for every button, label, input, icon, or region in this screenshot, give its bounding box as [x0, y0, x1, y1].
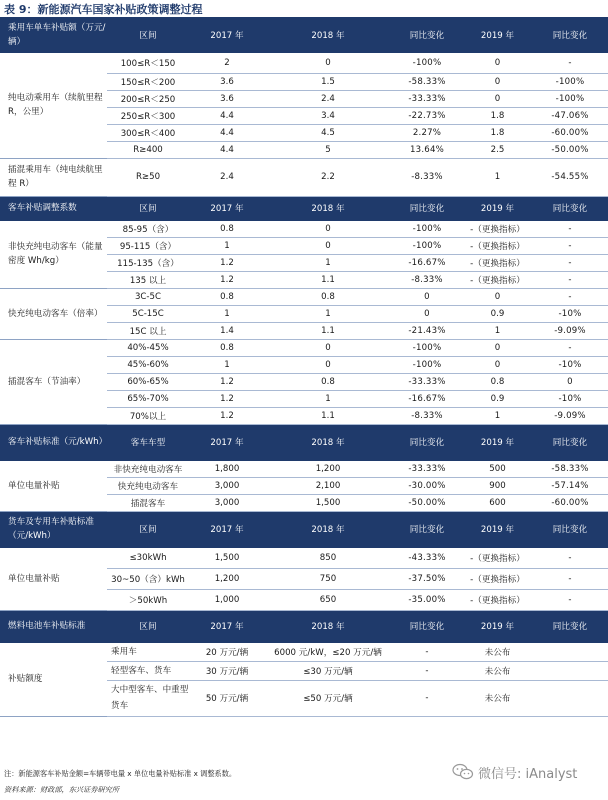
table-cell: 0.8	[265, 288, 391, 305]
table-cell: 轻型客车、货车	[107, 661, 189, 680]
row-group-label: 快充纯电动客车（倍率）	[0, 288, 107, 339]
table-cell: -8.33%	[391, 271, 463, 288]
column-header-col1: 区间	[107, 196, 189, 220]
table-cell: 2.4	[265, 90, 391, 107]
table-cell: 3.4	[265, 107, 391, 124]
row-group-label: 补贴额度	[0, 642, 107, 716]
table-cell: -22.73%	[391, 107, 463, 124]
table-cell: 2.27%	[391, 124, 463, 141]
table-cell: -	[532, 339, 608, 356]
table-cell: -100%	[532, 90, 608, 107]
row-group-label: 插混客车（节油率）	[0, 339, 107, 424]
table-cell: -58.33%	[391, 73, 463, 90]
table-cell: 0	[463, 73, 532, 90]
column-header-col1: 区间	[107, 511, 189, 547]
table-cell: 900	[463, 477, 532, 494]
column-header-chg1: 同比变化	[391, 424, 463, 460]
column-header-col1: 区间	[107, 610, 189, 642]
table-cell: 45%-60%	[107, 356, 189, 373]
table-cell: 0	[265, 52, 391, 73]
table-cell: 0.8	[265, 373, 391, 390]
column-header-y2019: 2019 年	[463, 424, 532, 460]
table-cell: 未公布	[463, 661, 532, 680]
row-group-label: 单位电量补贴	[0, 547, 107, 610]
table-cell	[532, 642, 608, 661]
table-cell: 6000 元/kW，≤20 万元/辆	[265, 642, 391, 661]
table-cell: -57.14%	[532, 477, 608, 494]
table-cell: 4.4	[189, 141, 265, 158]
table-cell: -100%	[391, 52, 463, 73]
column-header-chg1: 同比变化	[391, 18, 463, 52]
table-cell: -（更换指标）	[463, 547, 532, 568]
row-group-label: 插混乘用车（纯电续航里程 R）	[0, 158, 107, 196]
column-header-y2019: 2019 年	[463, 196, 532, 220]
section-header-label: 燃料电池车补贴标准	[0, 610, 107, 642]
table-cell: 1.8	[463, 124, 532, 141]
column-header-y2018: 2018 年	[265, 424, 391, 460]
table-cell: 5	[265, 141, 391, 158]
section-header-label: 乘用车单车补贴额（万元/辆）	[0, 18, 107, 52]
column-header-col1: 区间	[107, 18, 189, 52]
column-header-chg2: 同比变化	[532, 511, 608, 547]
table-cell: 3.6	[189, 90, 265, 107]
table-cell: R≥400	[107, 141, 189, 158]
column-header-y2017: 2017 年	[189, 511, 265, 547]
table-cell: 0	[463, 288, 532, 305]
table-cell: 850	[265, 547, 391, 568]
table-cell	[532, 680, 608, 716]
table-title: 表 9：新能源汽车国家补贴政策调整过程	[4, 3, 203, 16]
table-cell: 0	[532, 373, 608, 390]
table-cell: -100%	[532, 73, 608, 90]
table-cell: -100%	[391, 237, 463, 254]
table-cell: 3,000	[189, 477, 265, 494]
table-cell: 0	[463, 52, 532, 73]
table-row	[0, 52, 608, 73]
table-cell: 85-95（含）	[107, 220, 189, 237]
table-cell: 0.9	[463, 305, 532, 322]
column-header-y2018: 2018 年	[265, 610, 391, 642]
table-cell: 0	[265, 220, 391, 237]
table-cell: -30.00%	[391, 477, 463, 494]
column-header-y2017: 2017 年	[189, 610, 265, 642]
table-cell: -50.00%	[532, 141, 608, 158]
table-cell: 0.8	[189, 339, 265, 356]
section-header-label: 货车及专用车补贴标准（元/kWh）	[0, 511, 107, 547]
table-cell: 1	[265, 305, 391, 322]
table-cell: 0.8	[463, 373, 532, 390]
table-row	[0, 158, 608, 196]
table-cell: 300≤R＜400	[107, 124, 189, 141]
table-cell: 150≤R＜200	[107, 73, 189, 90]
wechat-icon	[452, 763, 474, 781]
table-cell: -10%	[532, 390, 608, 407]
table-cell: -16.67%	[391, 390, 463, 407]
table-cell: 2.5	[463, 141, 532, 158]
table-row	[0, 547, 608, 568]
table-cell: -33.33%	[391, 373, 463, 390]
table-cell: 135 以上	[107, 271, 189, 288]
table-cell: 1.2	[189, 390, 265, 407]
table-cell: 快充纯电动客车	[107, 477, 189, 494]
table-cell: 0	[265, 339, 391, 356]
table-cell	[532, 661, 608, 680]
table-cell: -	[532, 52, 608, 73]
table-cell: 3,000	[189, 494, 265, 511]
table-cell: 4.4	[189, 124, 265, 141]
table-cell: 0	[463, 356, 532, 373]
table-cell: 4.4	[189, 107, 265, 124]
table-cell: 70%以上	[107, 407, 189, 424]
table-cell: 1.2	[189, 407, 265, 424]
table-cell: -	[532, 589, 608, 610]
table-cell: 1,500	[265, 494, 391, 511]
table-cell: -37.50%	[391, 568, 463, 589]
column-header-y2018: 2018 年	[265, 196, 391, 220]
section-header-row	[0, 511, 608, 547]
table-cell: -21.43%	[391, 322, 463, 339]
section-header-row	[0, 610, 608, 642]
table-cell: R≥50	[107, 158, 189, 196]
table-cell: 750	[265, 568, 391, 589]
table-cell: 65%-70%	[107, 390, 189, 407]
table-cell: 1	[463, 158, 532, 196]
table-cell: -9.09%	[532, 407, 608, 424]
table-cell: -100%	[391, 339, 463, 356]
table-cell: 115-135（含）	[107, 254, 189, 271]
table-cell: 50 万元/辆	[189, 680, 265, 716]
column-header-chg2: 同比变化	[532, 18, 608, 52]
table-cell: 0.8	[189, 288, 265, 305]
table-cell: -（更换指标）	[463, 568, 532, 589]
column-header-chg1: 同比变化	[391, 196, 463, 220]
table-cell: -	[532, 568, 608, 589]
table-cell: 2,100	[265, 477, 391, 494]
row-group-label: 纯电动乘用车（续航里程 R，公里）	[0, 52, 107, 158]
table-cell: 250≤R＜300	[107, 107, 189, 124]
table-cell: -9.09%	[532, 322, 608, 339]
column-header-chg2: 同比变化	[532, 610, 608, 642]
table-cell: -	[532, 288, 608, 305]
column-header-y2017: 2017 年	[189, 424, 265, 460]
table-cell: 15C 以上	[107, 322, 189, 339]
table-cell: 1.2	[189, 373, 265, 390]
table-cell: 2.2	[265, 158, 391, 196]
table-cell: 200≤R＜250	[107, 90, 189, 107]
table-cell: -33.33%	[391, 90, 463, 107]
table-cell: -100%	[391, 220, 463, 237]
table-cell: 650	[265, 589, 391, 610]
column-header-y2019: 2019 年	[463, 511, 532, 547]
table-cell: 1.8	[463, 107, 532, 124]
section-header-row	[0, 424, 608, 460]
table-cell: -60.00%	[532, 494, 608, 511]
table-cell: 1.1	[265, 322, 391, 339]
table-cell: ≤30kWh	[107, 547, 189, 568]
table-cell: 2	[189, 52, 265, 73]
table-cell: 20 万元/辆	[189, 642, 265, 661]
table-cell: -	[532, 547, 608, 568]
table-cell: -	[532, 237, 608, 254]
column-header-y2019: 2019 年	[463, 18, 532, 52]
table-cell: 4.5	[265, 124, 391, 141]
table-row	[0, 339, 608, 356]
footnote: 注：新能源客车补贴金额=车辆带电量 x 单位电量补贴标准 x 调整系数。	[4, 769, 237, 778]
table-row	[0, 460, 608, 477]
table-cell: 3.6	[189, 73, 265, 90]
table-cell: 1	[189, 305, 265, 322]
table-cell: -54.55%	[532, 158, 608, 196]
table-cell: -58.33%	[532, 460, 608, 477]
table-cell: -（更换指标）	[463, 271, 532, 288]
wechat-watermark	[452, 762, 577, 782]
table-cell: ＞50kWh	[107, 589, 189, 610]
table-cell: -8.33%	[391, 158, 463, 196]
table-cell: 0.8	[189, 220, 265, 237]
section-header-label: 客车补贴标准（元/kWh）	[0, 424, 107, 460]
table-cell: ≤30 万元/辆	[265, 661, 391, 680]
table-cell: 600	[463, 494, 532, 511]
table-cell: -47.06%	[532, 107, 608, 124]
table-cell: 未公布	[463, 642, 532, 661]
column-header-chg2: 同比变化	[532, 424, 608, 460]
table-cell: 插混客车	[107, 494, 189, 511]
table-cell: 1,500	[189, 547, 265, 568]
table-cell: 0	[391, 288, 463, 305]
table-cell: 0	[463, 90, 532, 107]
table-cell: 乘用车	[107, 642, 189, 661]
table-cell: 1,200	[265, 460, 391, 477]
table-cell: 0	[391, 305, 463, 322]
table-cell: -	[532, 254, 608, 271]
table-cell: -	[391, 680, 463, 716]
table-cell: 1	[265, 390, 391, 407]
table-cell: 1.2	[189, 271, 265, 288]
table-cell: 1.1	[265, 407, 391, 424]
table-cell: 大中型客车、中重型货车	[107, 680, 189, 716]
table-cell: 0	[265, 237, 391, 254]
table-cell: -	[391, 642, 463, 661]
table-cell: 1,000	[189, 589, 265, 610]
table-cell: 1.4	[189, 322, 265, 339]
table-cell: 2.4	[189, 158, 265, 196]
table-cell: -43.33%	[391, 547, 463, 568]
watermark-text: 微信号: iAnalyst	[478, 766, 578, 782]
table-cell: 0.9	[463, 390, 532, 407]
table-cell: 1.2	[189, 254, 265, 271]
table-row	[0, 288, 608, 305]
table-cell: -	[532, 220, 608, 237]
table-cell: -100%	[391, 356, 463, 373]
column-header-col1: 客车车型	[107, 424, 189, 460]
table-cell: 60%-65%	[107, 373, 189, 390]
table-cell: 1	[189, 356, 265, 373]
table-cell: 1	[265, 254, 391, 271]
table-cell: -	[391, 661, 463, 680]
table-cell: -33.33%	[391, 460, 463, 477]
table-cell: 500	[463, 460, 532, 477]
table-cell: 40%-45%	[107, 339, 189, 356]
table-cell: -10%	[532, 305, 608, 322]
table-cell: -8.33%	[391, 407, 463, 424]
table-cell: 100≤R＜150	[107, 52, 189, 73]
table-cell: 1	[189, 237, 265, 254]
table-cell: 0	[463, 339, 532, 356]
section-header-label: 客车补贴调整系数	[0, 196, 107, 220]
table-cell: 1.5	[265, 73, 391, 90]
table-cell: ≤50 万元/辆	[265, 680, 391, 716]
column-header-chg1: 同比变化	[391, 610, 463, 642]
table-cell: 0	[265, 356, 391, 373]
table-cell: 5C-15C	[107, 305, 189, 322]
table-cell: 1.1	[265, 271, 391, 288]
table-cell: 3C-5C	[107, 288, 189, 305]
table-cell: -50.00%	[391, 494, 463, 511]
table-cell: -60.00%	[532, 124, 608, 141]
table-cell: 1	[463, 407, 532, 424]
table-cell: -（更换指标）	[463, 589, 532, 610]
table-cell: 13.64%	[391, 141, 463, 158]
column-header-y2018: 2018 年	[265, 18, 391, 52]
column-header-y2018: 2018 年	[265, 511, 391, 547]
table-cell: 1	[463, 322, 532, 339]
table-cell: 非快充纯电动客车	[107, 460, 189, 477]
table-cell: 1,200	[189, 568, 265, 589]
section-header-row	[0, 18, 608, 52]
section-header-row	[0, 196, 608, 220]
row-group-label: 单位电量补贴	[0, 460, 107, 511]
table-cell: -（更换指标）	[463, 237, 532, 254]
table-cell: 未公布	[463, 680, 532, 716]
source-line: 资料来源：财政部，东兴证券研究所	[4, 785, 120, 794]
table-cell: -（更换指标）	[463, 220, 532, 237]
table-cell: 1,800	[189, 460, 265, 477]
table-cell: 30 万元/辆	[189, 661, 265, 680]
table-cell: -	[532, 271, 608, 288]
column-header-chg2: 同比变化	[532, 196, 608, 220]
column-header-y2017: 2017 年	[189, 196, 265, 220]
table-cell: -16.67%	[391, 254, 463, 271]
table-cell: -（更换指标）	[463, 254, 532, 271]
table-cell: -10%	[532, 356, 608, 373]
column-header-y2019: 2019 年	[463, 610, 532, 642]
table-cell: 30~50（含）kWh	[107, 568, 189, 589]
column-header-chg1: 同比变化	[391, 511, 463, 547]
table-cell: -35.00%	[391, 589, 463, 610]
subsidy-policy-table	[0, 18, 608, 717]
column-header-y2017: 2017 年	[189, 18, 265, 52]
table-cell: 95-115（含）	[107, 237, 189, 254]
table-row	[0, 220, 608, 237]
table-row	[0, 642, 608, 661]
row-group-label: 非快充纯电动客车（能量密度 Wh/kg）	[0, 220, 107, 288]
